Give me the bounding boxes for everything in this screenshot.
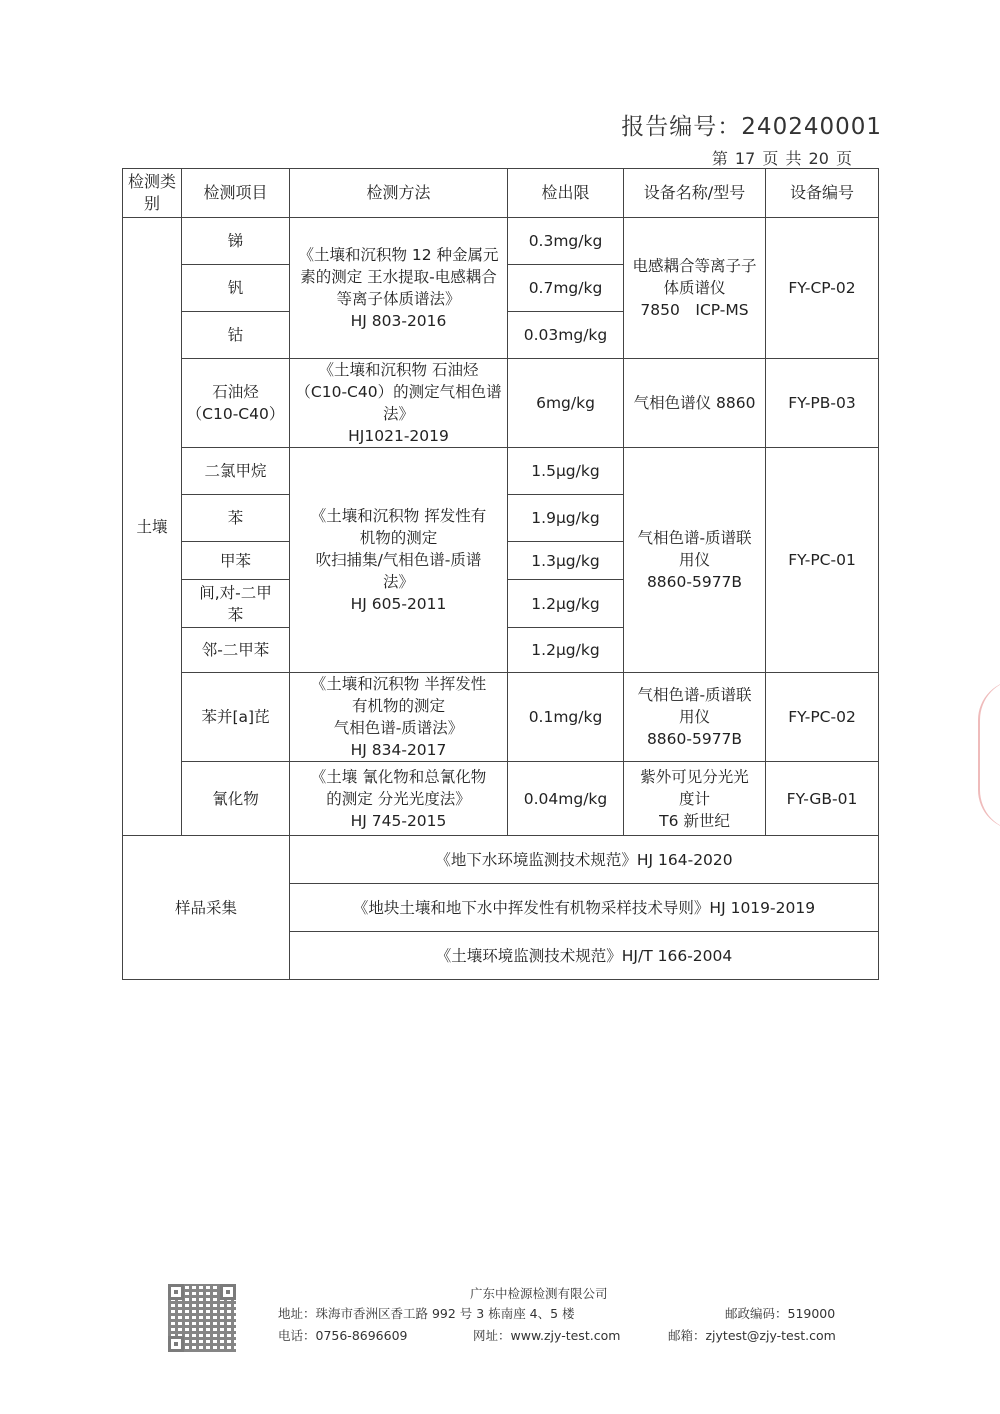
- limit-cell: 1.2μg/kg: [508, 628, 624, 673]
- equipment-id-cell: FY-CP-02: [766, 218, 879, 359]
- column-header: 检测类别: [123, 169, 182, 218]
- item-cell: 氰化物: [182, 762, 290, 836]
- company-postcode: 邮政编码：519000: [725, 1306, 836, 1321]
- method-cell: 《土壤和沉积物 半挥发性 有机物的测定 气相色谱-质谱法》 HJ 834-2017: [290, 673, 508, 762]
- item-cell: 间,对-二甲 苯: [182, 580, 290, 628]
- table-row: [123, 836, 879, 884]
- item-cell: 二氯甲烷: [182, 448, 290, 495]
- equipment-cell: 气相色谱-质谱联 用仪 8860-5977B: [624, 448, 766, 673]
- item-cell: 甲苯: [182, 542, 290, 580]
- method-cell: 《土壤和沉积物 石油烃 （C10-C40）的测定气相色谱 法》 HJ1021-2019: [290, 359, 508, 448]
- sampling-standard-cell: 《地块土壤和地下水中挥发性有机物采样技术导则》HJ 1019-2019: [290, 884, 879, 932]
- limit-cell: 0.3mg/kg: [508, 218, 624, 265]
- table-header-row: [123, 169, 879, 218]
- equipment-id-cell: FY-PC-02: [766, 673, 879, 762]
- item-cell: 石油烃 （C10-C40）: [182, 359, 290, 448]
- sampling-standard-cell: 《地下水环境监测技术规范》HJ 164-2020: [290, 836, 879, 884]
- sampling-label-cell: 样品采集: [123, 836, 290, 980]
- item-cell: 苯并[a]芘: [182, 673, 290, 762]
- limit-cell: 0.04mg/kg: [508, 762, 624, 836]
- company-address: 地址：珠海市香洲区香工路 992 号 3 栋南座 4、5 楼: [278, 1306, 575, 1321]
- item-cell: 苯: [182, 495, 290, 542]
- equipment-id-cell: FY-GB-01: [766, 762, 879, 836]
- method-cell: 《土壤和沉积物 12 种金属元素的测定 王水提取-电感耦合等离子体质谱法》 HJ 803-2016: [290, 218, 508, 359]
- column-header: 设备编号: [766, 169, 879, 218]
- limit-cell: 6mg/kg: [508, 359, 624, 448]
- column-header: 检测方法: [290, 169, 508, 218]
- equipment-id-cell: FY-PB-03: [766, 359, 879, 448]
- item-cell: 锑: [182, 218, 290, 265]
- limit-cell: 1.5μg/kg: [508, 448, 624, 495]
- item-cell: 钴: [182, 312, 290, 359]
- limit-cell: 0.1mg/kg: [508, 673, 624, 762]
- limit-cell: 0.03mg/kg: [508, 312, 624, 359]
- company-phone: 电话：0756-8696609: [278, 1328, 408, 1343]
- test-method-table: [122, 168, 879, 980]
- limit-cell: 1.3μg/kg: [508, 542, 624, 580]
- table-row: [123, 762, 879, 836]
- report-number: 报告编号：240240001: [621, 114, 882, 140]
- table-row: [123, 359, 879, 448]
- equipment-cell: 气相色谱仪 8860: [624, 359, 766, 448]
- equipment-cell: 气相色谱-质谱联 用仪 8860-5977B: [624, 673, 766, 762]
- table-row: [123, 218, 879, 265]
- sampling-standard-cell: 《土壤环境监测技术规范》HJ/T 166-2004: [290, 932, 879, 980]
- seal-stamp-edge: [978, 680, 1000, 830]
- limit-cell: 1.2μg/kg: [508, 580, 624, 628]
- equipment-cell: 电感耦合等离子子 体质谱仪 7850 ICP-MS: [624, 218, 766, 359]
- limit-cell: 0.7mg/kg: [508, 265, 624, 312]
- page-number: 第 17 页 共 20 页: [711, 149, 852, 168]
- method-cell: 《土壤 氰化物和总氰化物 的测定 分光光度法》 HJ 745-2015: [290, 762, 508, 836]
- category-cell: 土壤: [123, 218, 182, 836]
- column-header: 设备名称/型号: [624, 169, 766, 218]
- qr-code-icon: [168, 1284, 236, 1352]
- equipment-id-cell: FY-PC-01: [766, 448, 879, 673]
- table-row: [123, 673, 879, 762]
- method-cell: 《土壤和沉积物 挥发性有 机物的测定 吹扫捕集/气相色谱-质谱 法》 HJ 605-2011: [290, 448, 508, 673]
- table-row: [123, 448, 879, 495]
- item-cell: 邻-二甲苯: [182, 628, 290, 673]
- company-email[interactable]: 邮箱：zjytest@zjy-test.com: [668, 1328, 836, 1343]
- limit-cell: 1.9μg/kg: [508, 495, 624, 542]
- column-header: 检测项目: [182, 169, 290, 218]
- company-website[interactable]: 网址：www.zjy-test.com: [473, 1328, 621, 1343]
- item-cell: 钒: [182, 265, 290, 312]
- equipment-cell: 紫外可见分光光 度计 T6 新世纪: [624, 762, 766, 836]
- company-name: 广东中检源检测有限公司: [470, 1286, 608, 1301]
- column-header: 检出限: [508, 169, 624, 218]
